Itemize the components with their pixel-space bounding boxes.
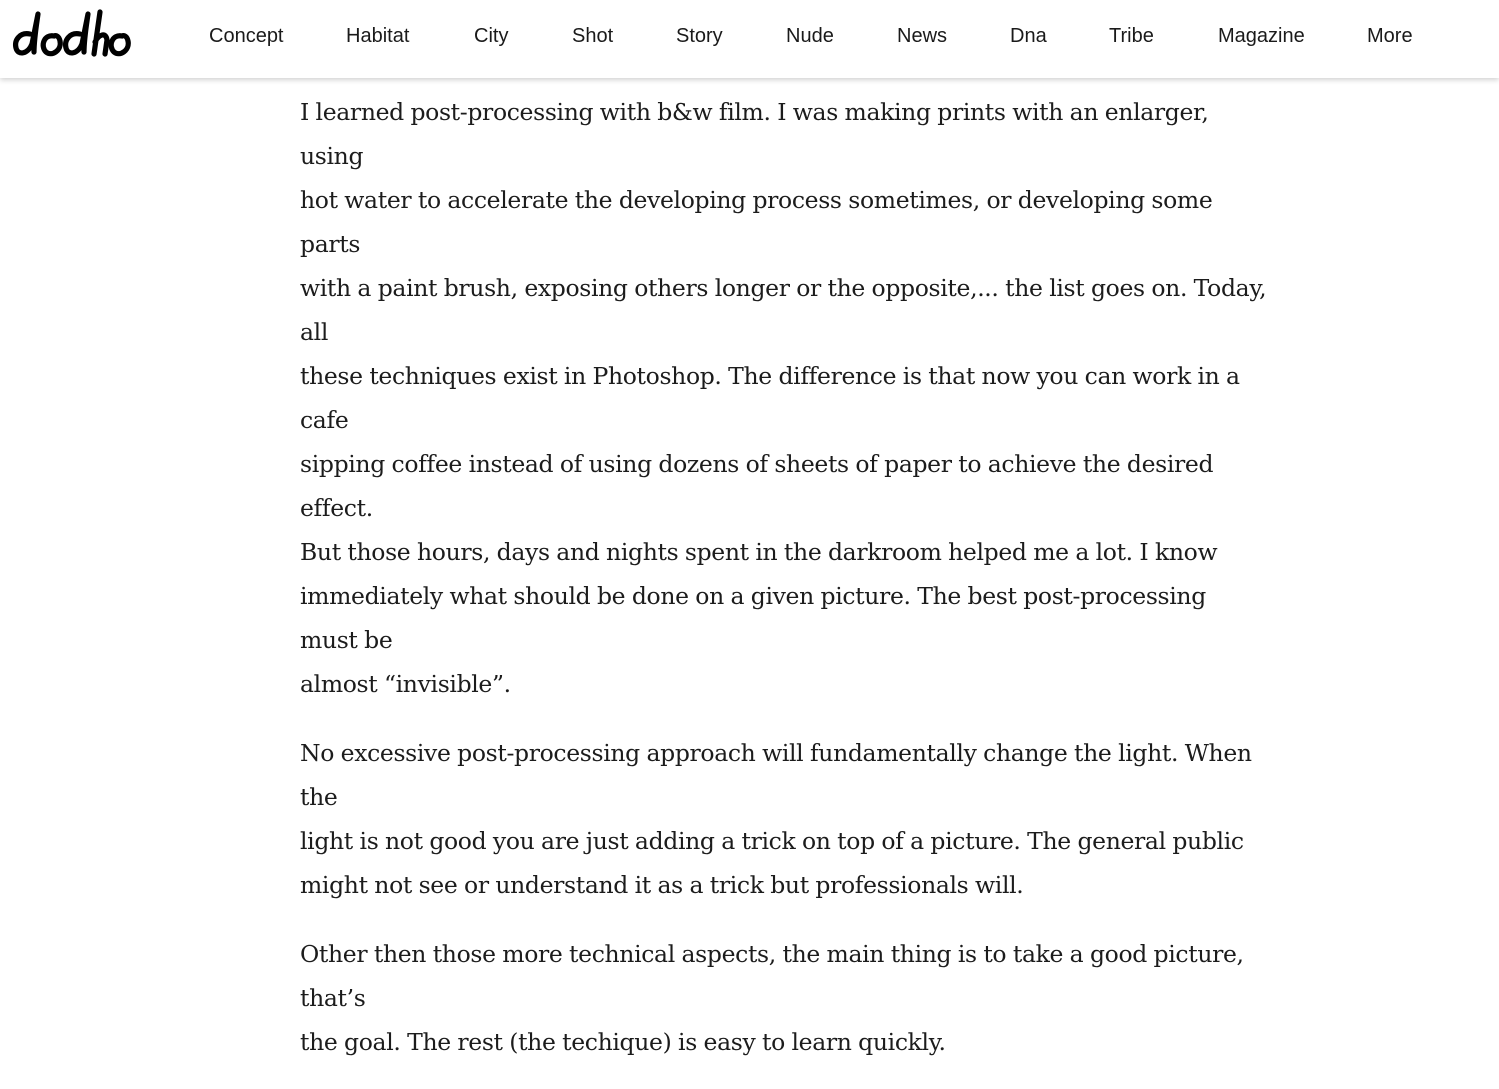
- nav-item-more[interactable]: More: [1367, 25, 1413, 47]
- nav-item-dna[interactable]: Dna: [1010, 25, 1047, 47]
- nav-item-tribe[interactable]: Tribe: [1109, 25, 1154, 47]
- site-header: [0, 0, 1499, 78]
- nav-item-magazine[interactable]: Magazine: [1218, 25, 1305, 47]
- nav-item-nude[interactable]: Nude: [786, 25, 834, 47]
- nav-item-concept[interactable]: Concept: [209, 25, 284, 47]
- nav-item-city[interactable]: City: [474, 25, 509, 47]
- article-paragraph: Other then those more technical aspects, the main thing is to take a good picture, that’s the goal. The rest (the techique) is easy to learn quickly.: [300, 940, 1244, 1056]
- article-paragraph: No excessive post-processing approach will fundamentally change the light. When the light is not good you are just adding a trick on top of a picture. The general public might not see or understand it as a trick but professionals will.: [300, 739, 1252, 899]
- article-body: [300, 90, 1270, 1089]
- nav-item-news[interactable]: News: [897, 25, 948, 47]
- nav-item-story[interactable]: Story: [676, 25, 723, 47]
- nav-item-shot[interactable]: Shot: [572, 25, 614, 47]
- main-nav: [0, 0, 1499, 72]
- nav-item-habitat[interactable]: Habitat: [346, 25, 410, 47]
- article-paragraph: I learned post-processing with b&w film. I was making prints with an enlarger, using hot water to accelerate the developing process sometimes, or developing some parts with a paint brush, exposing others longer or the opposite,... the list goes on. Today, all these techniques exist in Photoshop. The difference is that now you can work in a cafe sipping coffee instead of using dozens of sheets of paper to achieve the desired effect. But those hours, days and nights spent in the darkroom helped me a lot. I know immediately what should be done on a given picture. The best post-processing must be almost “invisible”.: [300, 98, 1267, 698]
